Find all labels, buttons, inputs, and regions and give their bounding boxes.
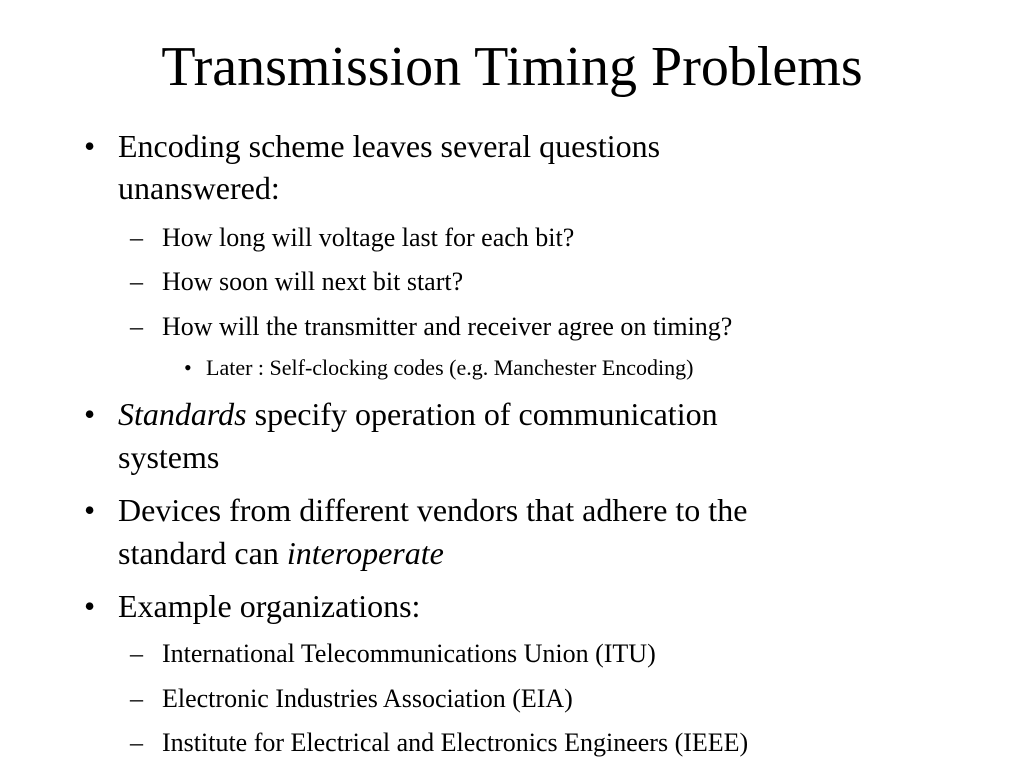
bullet-marker: • xyxy=(84,396,96,432)
bullet-marker: • xyxy=(84,588,96,624)
sub-bullet-text: How soon will next bit start? xyxy=(162,267,464,296)
slide-title: Transmission Timing Problems xyxy=(161,36,863,98)
sub-sub-bullet-text: Later : Self-clocking codes (e.g. Manchester Encoding) xyxy=(206,355,694,380)
bullet-text-line1: Encoding scheme leaves several questions xyxy=(118,128,661,164)
dash-marker: – xyxy=(130,728,143,757)
sub-bullet-text: How will the transmitter and receiver agree on timing? xyxy=(162,312,733,341)
bullet-encoding-continuation xyxy=(118,167,280,209)
bullet-marker: • xyxy=(184,355,192,380)
dash-marker: – xyxy=(130,639,143,668)
bullet-devices-continuation xyxy=(118,532,444,574)
italic-standards: Standards xyxy=(118,396,247,432)
sub-bullet-text: International Telecommunications Union (ITU) xyxy=(162,639,656,668)
sub-bullet-text: How long will voltage last for each bit? xyxy=(162,223,575,252)
italic-interoperate: interoperate xyxy=(286,535,444,571)
bullet-marker: • xyxy=(84,128,96,164)
bullet-text-line2: unanswered: xyxy=(118,170,280,206)
bullet-standards-continuation xyxy=(118,436,219,478)
dash-marker: – xyxy=(130,684,143,713)
bullet-text-line2: systems xyxy=(118,439,220,475)
sub-bullet-text: Institute for Electrical and Electronics Engineers (IEEE) xyxy=(162,728,749,757)
dash-marker: – xyxy=(130,312,143,341)
dash-marker: – xyxy=(130,223,143,252)
bullet-text-line1: Example organizations: xyxy=(118,588,421,624)
sub-bullet-text: Electronic Industries Association (EIA) xyxy=(162,684,573,713)
bullet-text-plain: standard can xyxy=(118,535,287,571)
bullet-marker: • xyxy=(84,492,96,528)
bullet-text-line1 xyxy=(118,393,718,435)
bullet-text-line1: Devices from different vendors that adhere to the xyxy=(118,492,748,528)
dash-marker: – xyxy=(130,267,143,296)
bullet-text-rest: specify operation of communication xyxy=(246,396,718,432)
